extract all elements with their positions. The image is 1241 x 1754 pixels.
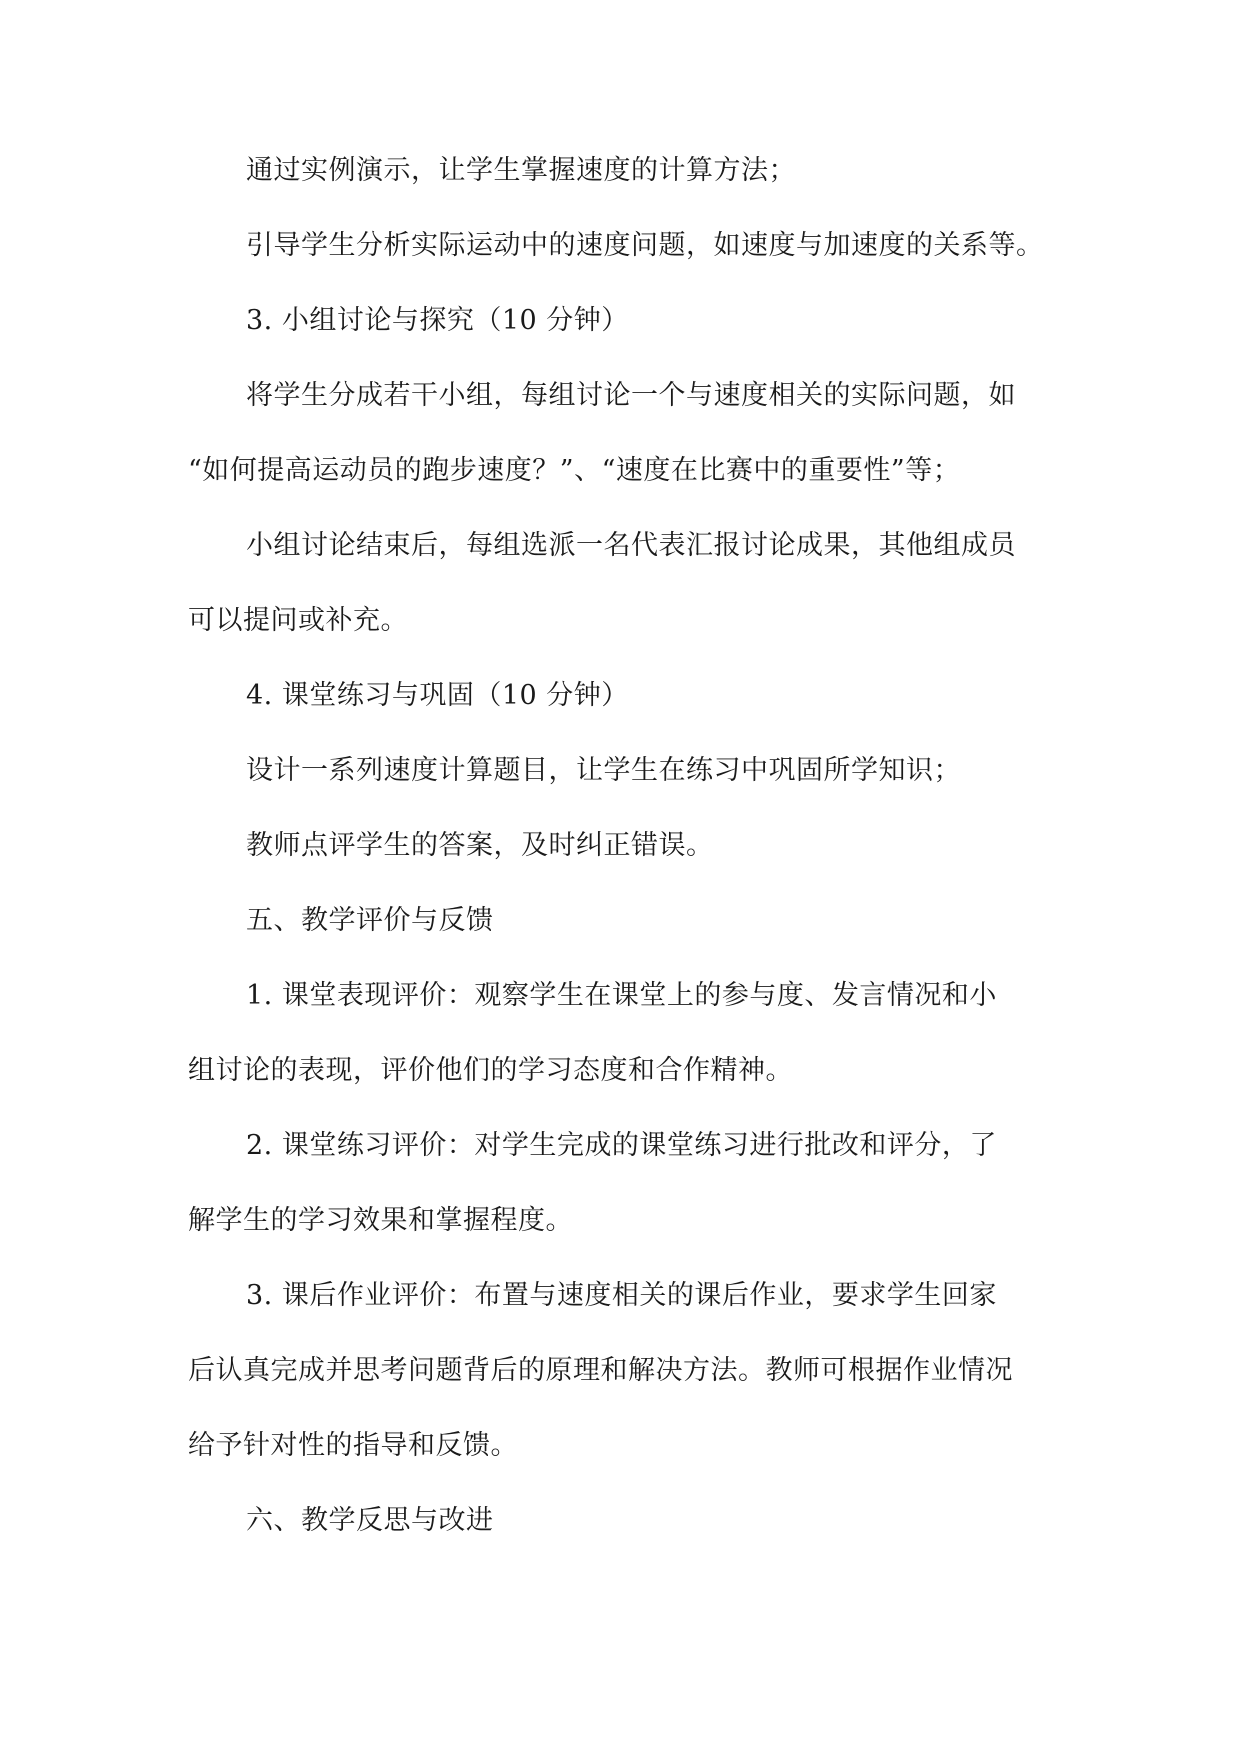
list-item-heading: 4. 课堂练习与巩固（10 分钟） (246, 680, 629, 711)
paragraph-line: 组讨论的表现，评价他们的学习态度和合作精神。 (188, 1055, 793, 1086)
paragraph-line: 教师点评学生的答案，及时纠正错误。 (246, 830, 714, 861)
list-item-heading: 3. 小组讨论与探究（10 分钟） (246, 305, 629, 336)
paragraph-line: 2. 课堂练习评价：对学生完成的课堂练习进行批改和评分，了 (246, 1130, 997, 1161)
paragraph-line: 将学生分成若干小组，每组讨论一个与速度相关的实际问题，如 (246, 380, 1016, 411)
paragraph-line: 小组讨论结束后，每组选派一名代表汇报讨论成果，其他组成员 (246, 530, 1016, 561)
paragraph-line: “如何提高运动员的跑步速度？”、“速度在比赛中的重要性”等； (188, 455, 961, 486)
section-heading: 五、教学评价与反馈 (246, 905, 494, 936)
paragraph-line: 1. 课堂表现评价：观察学生在课堂上的参与度、发言情况和小 (246, 980, 997, 1011)
paragraph-line: 3. 课后作业评价：布置与速度相关的课后作业，要求学生回家 (246, 1280, 997, 1311)
paragraph-line: 通过实例演示，让学生掌握速度的计算方法； (246, 155, 796, 186)
paragraph-line: 可以提问或补充。 (188, 605, 408, 636)
section-heading: 六、教学反思与改进 (246, 1505, 494, 1536)
paragraph-line: 设计一系列速度计算题目，让学生在练习中巩固所学知识； (246, 755, 961, 786)
paragraph-line: 解学生的学习效果和掌握程度。 (188, 1205, 573, 1236)
paragraph-line: 引导学生分析实际运动中的速度问题，如速度与加速度的关系等。 (246, 230, 1044, 261)
paragraph-line: 后认真完成并思考问题背后的原理和解决方法。教师可根据作业情况 (188, 1355, 1013, 1386)
paragraph-line: 给予针对性的指导和反馈。 (188, 1430, 518, 1461)
